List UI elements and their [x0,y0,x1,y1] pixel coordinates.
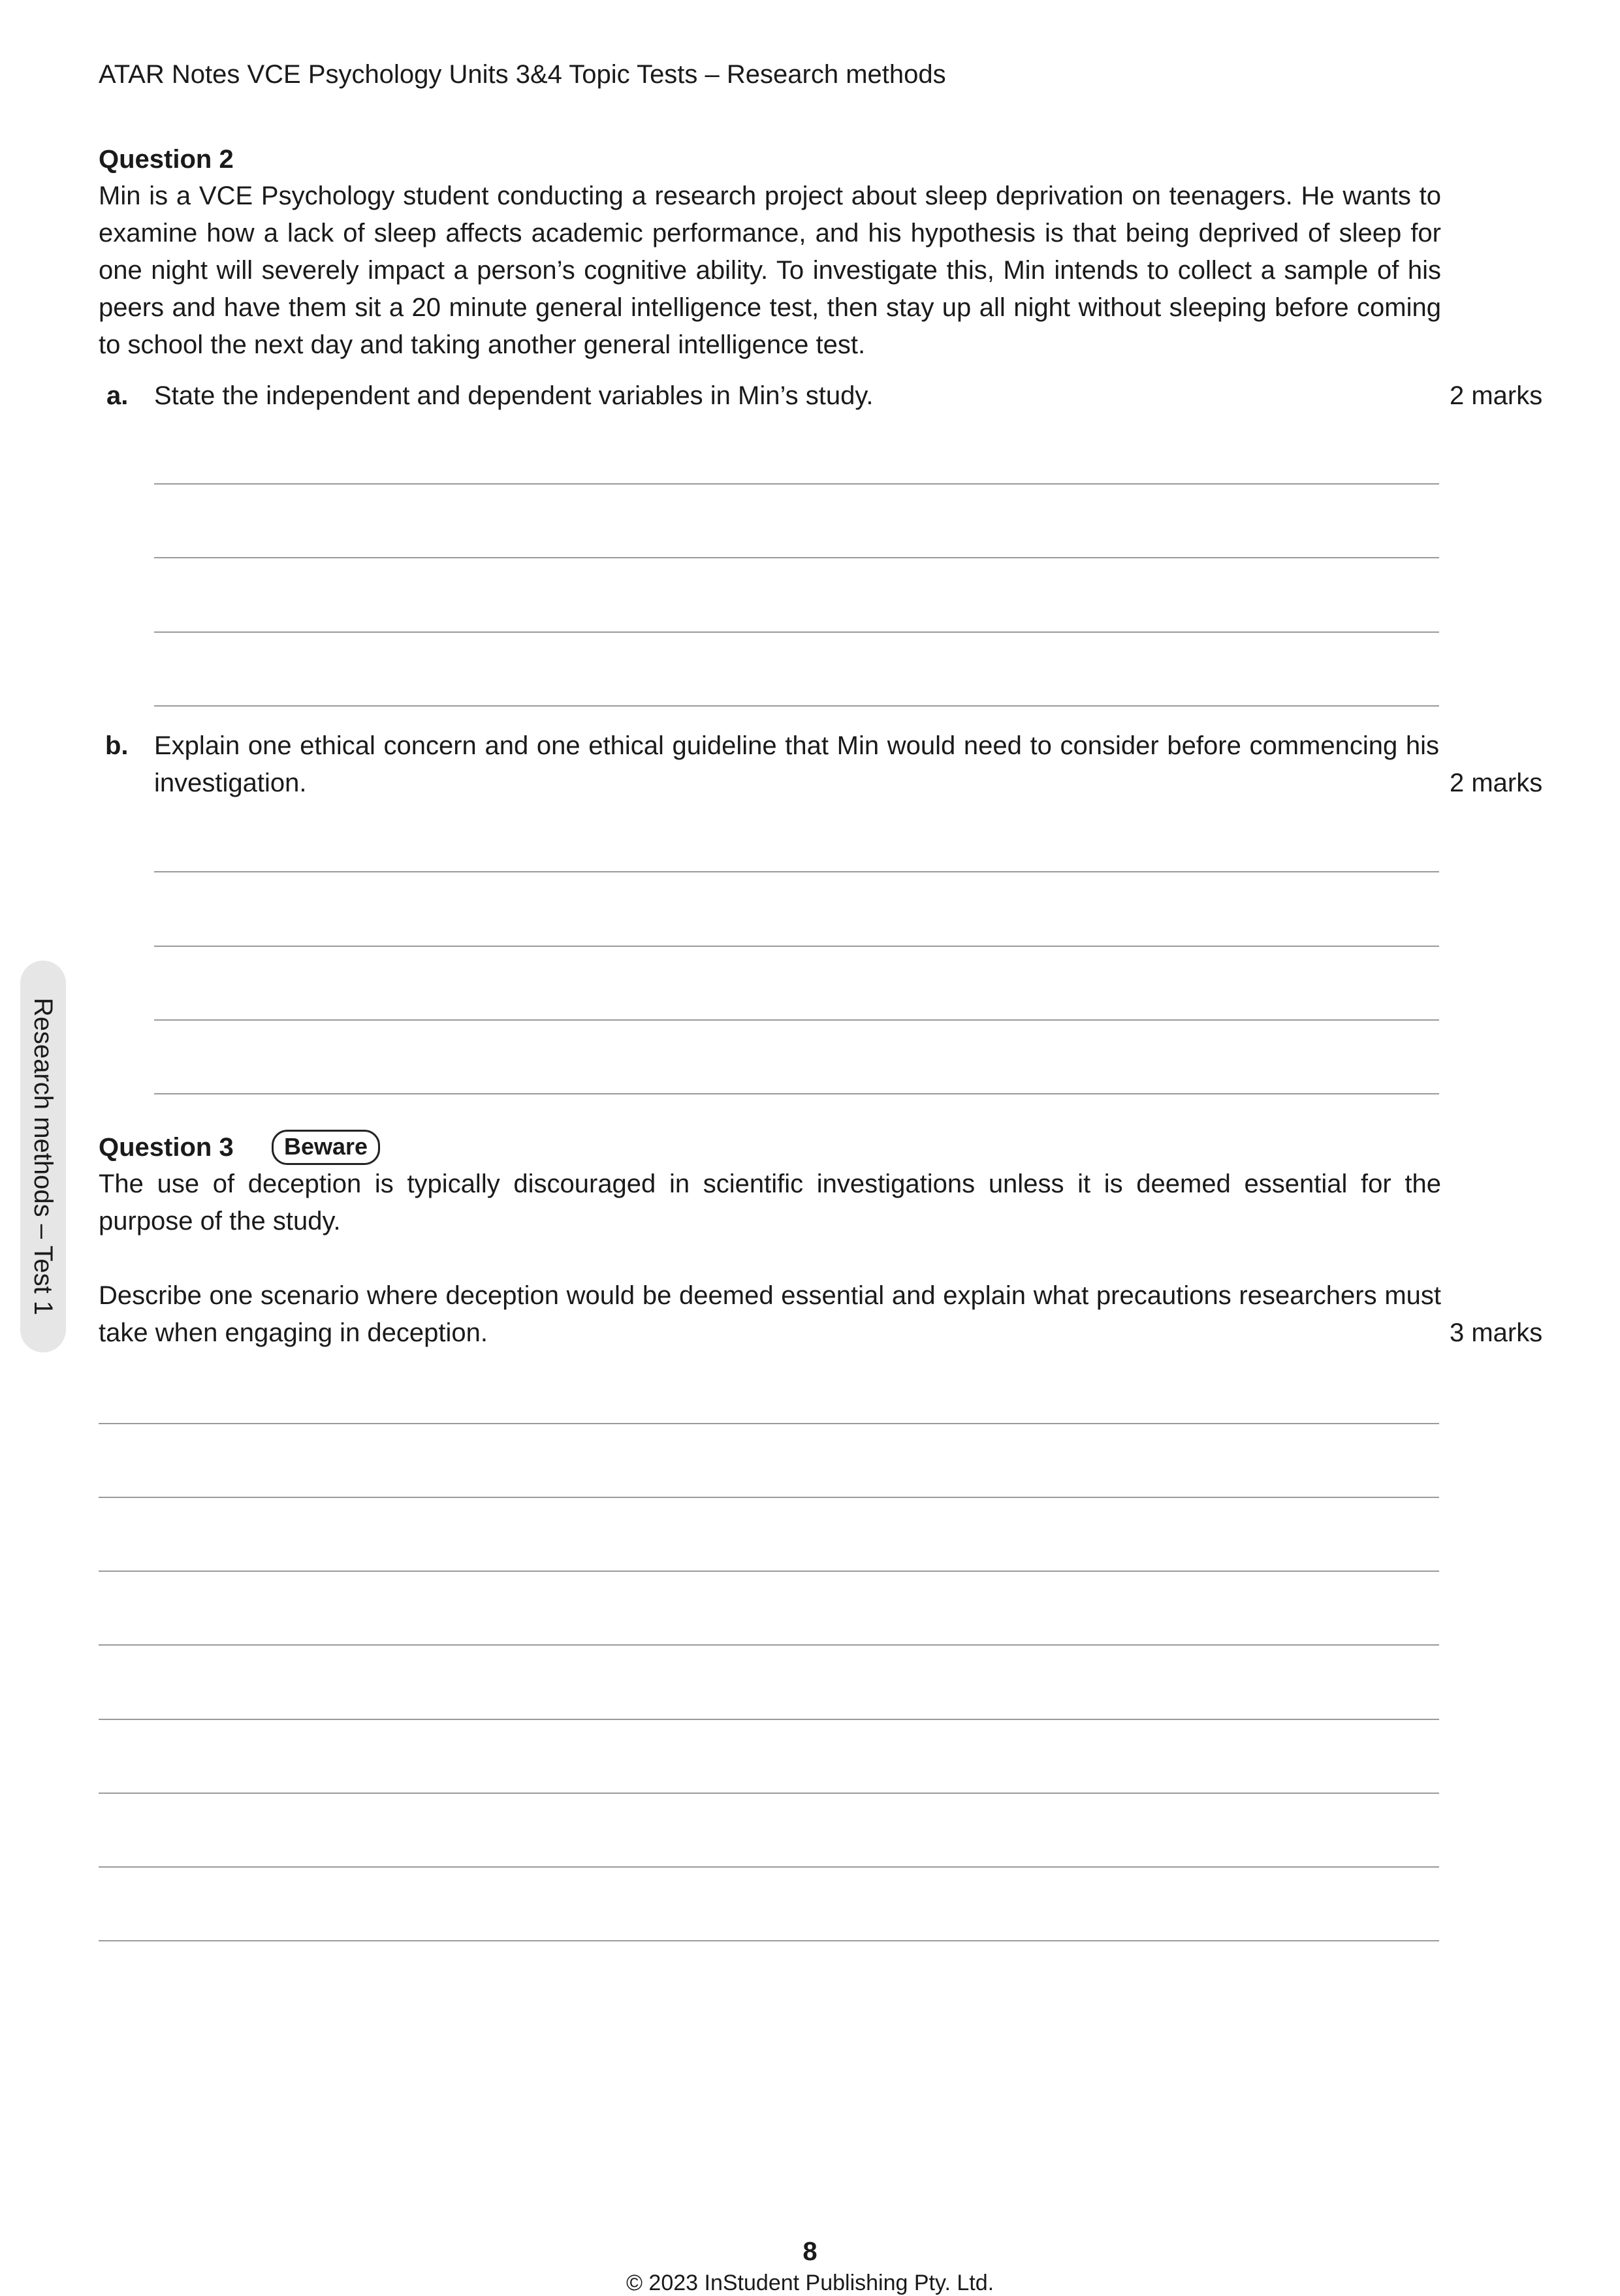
part-a-letter: a. [106,381,129,410]
answer-line[interactable] [99,1719,1439,1720]
answer-line[interactable] [154,946,1439,947]
beware-badge: Beware [272,1130,380,1165]
side-tab [20,961,66,1352]
part-b-text: Explain one ethical concern and one ethical guideline that Min would need to consider before commencing his investigation. [154,731,1439,797]
running-header: ATAR Notes VCE Psychology Units 3&4 Topic Tests – Research methods [99,60,946,89]
question-3-task: Describe one scenario where deception would be deemed essential and explain what precautions researchers must take when engaging in deception. [99,1281,1441,1347]
part-b-letter: b. [105,731,129,760]
answer-line[interactable] [99,1497,1439,1498]
answer-line[interactable] [99,1571,1439,1572]
answer-line[interactable] [99,1793,1439,1794]
part-a-marks: 2 marks [1450,381,1543,410]
question-3-stem: The use of deception is typically discouraged in scientific investigations unless it is deemed essential for the purpose of the study. [99,1170,1441,1236]
answer-line[interactable] [154,871,1439,872]
page-number: 8 [802,2237,818,2266]
part-b-marks: 2 marks [1450,769,1543,797]
part-a-text: State the independent and dependent variables in Min’s study. [154,381,874,410]
answer-line[interactable] [99,1644,1439,1646]
answer-line[interactable] [99,1940,1439,1941]
answer-line[interactable] [99,1866,1439,1868]
question-3-marks: 3 marks [1450,1318,1543,1347]
answer-line[interactable] [154,483,1439,485]
question-2-stem: Min is a VCE Psychology student conducting a research project about sleep deprivation on teenagers. He wants to examine how a lack of sleep affects academic performance, and his hypothesis is that being deprived of sleep for one night will severely impact a person’s cognitive ability. To investigate this, Min intends to collect a sample of his peers and have them sit a 20 minute general intelligence test, then stay up all night without sleeping before coming to school the next day and taking another general intelligence test. [99,182,1441,359]
side-tab-label: Research methods – Test 1 [29,997,57,1316]
answer-line[interactable] [154,1019,1439,1021]
copyright-notice: © 2023 InStudent Publishing Pty. Ltd. [626,2271,994,2295]
answer-line[interactable] [154,631,1439,633]
question-2-title: Question 2 [99,145,234,174]
answer-line[interactable] [154,705,1439,707]
answer-line[interactable] [99,1423,1439,1424]
answer-line[interactable] [154,1093,1439,1094]
answer-line[interactable] [154,557,1439,558]
question-3-title: Question 3 [99,1133,234,1162]
